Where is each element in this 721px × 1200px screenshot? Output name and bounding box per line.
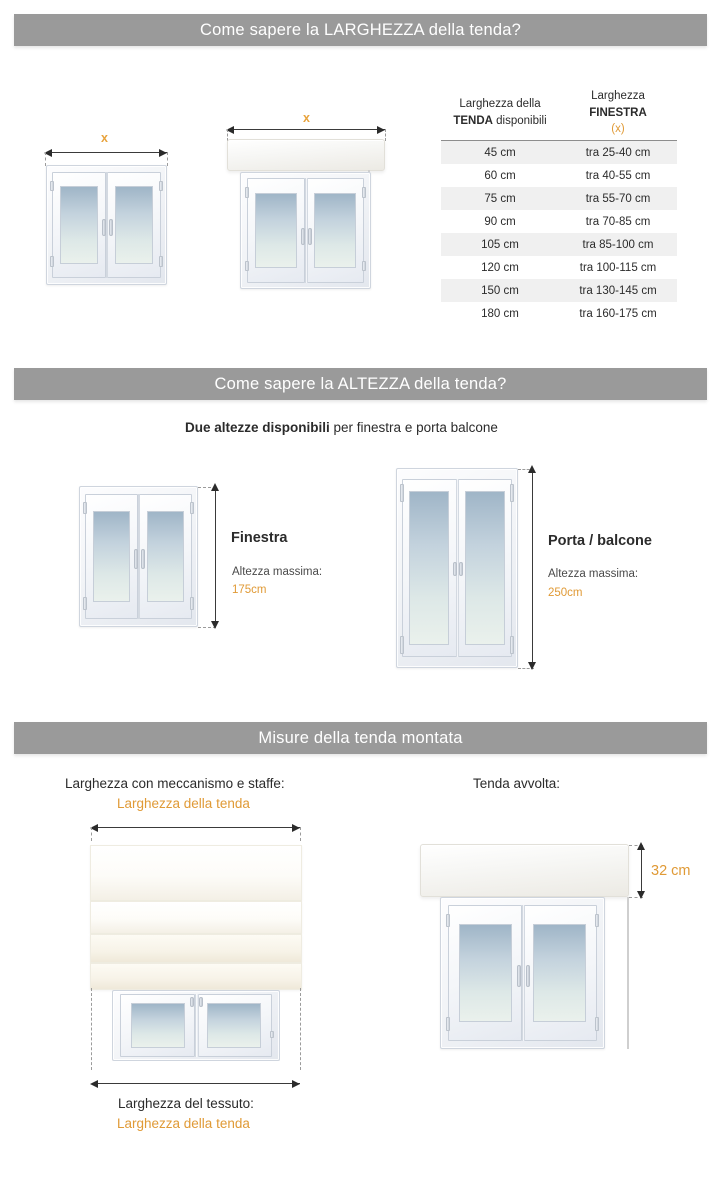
max-height-value-finestra: 175cm xyxy=(232,584,267,596)
door-hinge-bottom-right xyxy=(510,636,514,654)
table-row xyxy=(441,141,677,165)
door-hinge-top-right xyxy=(510,484,514,502)
window-hinge-top-right xyxy=(159,181,163,192)
extension-line-right-blind xyxy=(385,129,386,141)
bottom-width-arrow-right xyxy=(292,1080,300,1088)
window-handle-left xyxy=(102,219,106,236)
mechanism-width-label: Larghezza con meccanismo e staffe: xyxy=(65,776,285,791)
window-handle-right xyxy=(308,228,312,244)
bottom-ext-line-right xyxy=(300,988,301,1070)
door-pane-right xyxy=(465,491,505,646)
window-handle-left xyxy=(301,228,305,244)
door-hinge-top-left xyxy=(400,484,404,502)
table-row xyxy=(441,164,677,187)
window-sash-right xyxy=(139,494,192,620)
cell-finestra: tra 160-175 cm xyxy=(579,307,657,320)
cell-finestra: tra 25-40 cm xyxy=(559,141,677,165)
door-sash-right xyxy=(457,479,511,657)
section-header-montata xyxy=(14,722,707,754)
window-sash-right xyxy=(197,994,272,1057)
window-hinge-top-left xyxy=(245,187,249,198)
door-handle-right xyxy=(459,562,463,576)
window-mullion xyxy=(138,494,141,620)
window-hinge-bottom-right xyxy=(362,261,366,272)
max-height-label-finestra: Altezza massima: xyxy=(232,566,323,578)
window-pane-left xyxy=(93,511,131,602)
extension-line-left-window xyxy=(45,152,46,166)
blind-box-1 xyxy=(227,139,385,171)
window-sash-right xyxy=(107,172,161,279)
bottom-width-dimension-line xyxy=(92,1083,300,1084)
window-handle-right xyxy=(526,965,530,986)
window-illustration-1 xyxy=(46,165,167,285)
window-sash-left xyxy=(120,994,195,1057)
depth-arrow-up xyxy=(637,842,645,850)
window-pane-left xyxy=(60,186,98,264)
width-measurement-table xyxy=(441,86,677,325)
width-dimension-line-window xyxy=(46,152,167,153)
window-pane-right xyxy=(115,186,153,264)
window-hinge-bottom-right xyxy=(190,597,194,610)
window-illustration-behind-roman xyxy=(112,990,280,1061)
cell-tenda: 90 cm xyxy=(484,215,516,228)
door-pane-left xyxy=(409,491,449,646)
height-dimension-line-finestra xyxy=(215,487,216,627)
section-header-larghezza xyxy=(14,14,707,46)
width-x-label-blind: x xyxy=(303,111,310,125)
rolled-blind-box xyxy=(420,844,629,897)
depth-value-label: 32 cm xyxy=(651,863,691,879)
window-hinge-top-left xyxy=(83,502,87,515)
top-ext-line-left xyxy=(91,827,92,841)
window-illustration-3 xyxy=(440,897,605,1049)
altezza-subtitle: Due altezze disponibili per finestra e porta balcone xyxy=(185,420,498,435)
height-arrow-down-finestra xyxy=(211,621,219,629)
cell-tenda: 105 cm xyxy=(441,233,559,256)
section-header-altezza xyxy=(14,368,707,400)
window-sash-right xyxy=(306,178,364,282)
window-hinge-top-left xyxy=(446,914,450,928)
table-header-tenda: Larghezza della TENDA disponibili xyxy=(441,86,559,141)
window-sash-right xyxy=(523,905,597,1040)
door-sash-left xyxy=(402,479,456,657)
cell-tenda: 120 cm xyxy=(481,261,519,274)
height-dimension-line-porta xyxy=(532,469,533,668)
width-arrow-right-window xyxy=(159,149,167,157)
table-header-x-label: (x) xyxy=(611,123,625,136)
option-name-porta: Porta / balcone xyxy=(548,533,652,549)
door-handle-left xyxy=(453,562,457,576)
window-sash-left xyxy=(85,494,138,620)
window-pane-right xyxy=(533,924,586,1023)
max-height-label-porta: Altezza massima: xyxy=(548,568,639,580)
window-hinge-bottom-right xyxy=(595,1017,599,1031)
window-handle-left xyxy=(517,965,521,986)
window-sash-left xyxy=(448,905,522,1040)
width-dimension-line-blind xyxy=(228,129,385,130)
table-row xyxy=(441,210,677,233)
window-sash-left xyxy=(247,178,305,282)
window-pane-right xyxy=(207,1003,261,1048)
cell-finestra: tra 55-70 cm xyxy=(559,187,677,210)
door-hinge-bottom-left xyxy=(400,636,404,654)
window-hinge-bottom-left xyxy=(83,597,87,610)
cell-tenda: 180 cm xyxy=(481,307,519,320)
rolled-blind-cord xyxy=(627,897,629,1049)
option-name-finestra: Finestra xyxy=(231,530,288,546)
window-mullion xyxy=(195,994,199,1057)
table-row xyxy=(441,233,677,256)
top-width-dimension-line xyxy=(92,827,300,828)
rolled-blind-label: Tenda avvolta: xyxy=(473,776,561,791)
depth-arrow-down xyxy=(637,891,645,899)
window-hinge-bottom-left xyxy=(446,1017,450,1031)
fabric-width-value: Larghezza della tenda xyxy=(117,1116,250,1131)
window-handle-left xyxy=(190,997,194,1007)
table-row xyxy=(441,302,677,325)
window-pane-left xyxy=(131,1003,185,1048)
table-header-finestra: Larghezza FINESTRA (x) xyxy=(559,86,677,141)
window-handle-left xyxy=(134,549,138,569)
window-hinge-bottom-right xyxy=(270,1031,274,1037)
cell-tenda: 45 cm xyxy=(441,141,559,165)
cell-finestra: tra 130-145 cm xyxy=(559,279,677,302)
top-ext-line-right xyxy=(300,827,301,841)
roman-blind-fabric xyxy=(90,845,302,990)
window-hinge-top-right xyxy=(595,914,599,928)
window-mullion xyxy=(522,905,526,1040)
door-illustration-porta-balcone xyxy=(396,468,518,668)
section-title-altezza: Come sapere la ALTEZZA della tenda? xyxy=(214,374,507,393)
bottom-width-arrow-left xyxy=(90,1080,98,1088)
height-arrow-down-porta xyxy=(528,662,536,670)
cell-finestra: tra 100-115 cm xyxy=(579,261,657,274)
cell-finestra: tra 85-100 cm xyxy=(559,233,677,256)
mechanism-width-value: Larghezza della tenda xyxy=(117,796,250,811)
window-hinge-bottom-left xyxy=(245,261,249,272)
roman-fold-3 xyxy=(90,934,302,963)
table-row xyxy=(441,256,677,279)
window-handle-right xyxy=(141,549,145,569)
height-arrow-up-porta xyxy=(528,465,536,473)
fabric-width-label: Larghezza del tessuto: xyxy=(118,1096,254,1111)
roman-fold-4 xyxy=(90,963,302,990)
window-hinge-bottom-right xyxy=(159,256,163,267)
cell-finestra: tra 70-85 cm xyxy=(585,215,651,228)
width-arrow-right-blind xyxy=(377,126,385,134)
section-title-larghezza: Come sapere la LARGHEZZA della tenda? xyxy=(199,20,522,39)
cell-tenda: 150 cm xyxy=(441,279,559,302)
window-sash-left xyxy=(52,172,106,279)
window-illustration-finestra xyxy=(79,486,198,627)
table-body xyxy=(441,141,677,326)
section-title-montata: Misure della tenda montata xyxy=(258,728,463,747)
window-hinge-bottom-left xyxy=(50,256,54,267)
table-header-row xyxy=(441,86,677,141)
bottom-ext-line-left xyxy=(91,988,92,1070)
window-illustration-2 xyxy=(240,172,371,289)
roman-fold-1 xyxy=(90,845,302,901)
top-width-arrow-right xyxy=(292,824,300,832)
window-pane-right xyxy=(314,193,356,269)
cell-tenda: 75 cm xyxy=(441,187,559,210)
window-hinge-top-left xyxy=(50,181,54,192)
window-pane-left xyxy=(255,193,297,269)
depth-dimension-line xyxy=(641,846,642,897)
window-pane-right xyxy=(147,511,185,602)
table-row xyxy=(441,187,677,210)
height-arrow-up-finestra xyxy=(211,483,219,491)
window-hinge-top-right xyxy=(190,502,194,515)
window-pane-left xyxy=(459,924,512,1023)
roman-fold-2 xyxy=(90,901,302,934)
window-handle-right xyxy=(109,219,113,236)
window-hinge-top-right xyxy=(362,187,366,198)
cell-finestra: tra 40-55 cm xyxy=(585,169,651,182)
table-row xyxy=(441,279,677,302)
width-x-label-window: x xyxy=(101,131,108,145)
max-height-value-porta: 250cm xyxy=(548,587,583,599)
window-handle-right xyxy=(199,997,203,1007)
extension-line-right-window xyxy=(167,152,168,166)
cell-tenda: 60 cm xyxy=(484,169,516,182)
